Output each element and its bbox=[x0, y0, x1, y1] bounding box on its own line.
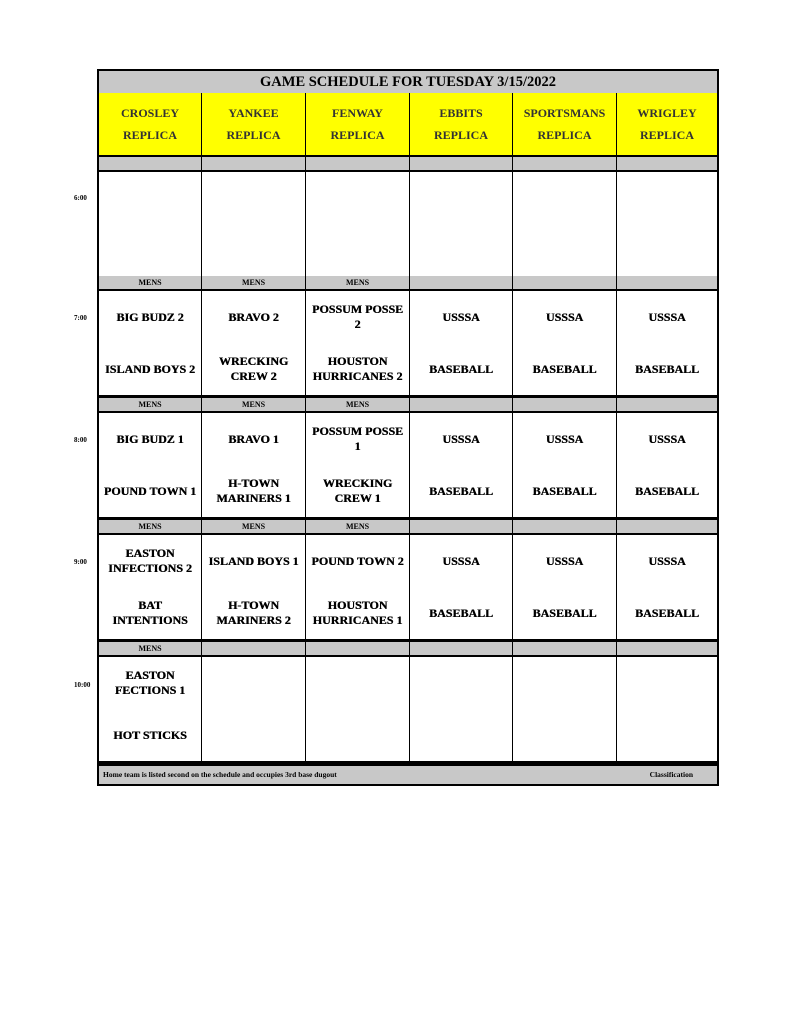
away-team: USSSA bbox=[545, 553, 584, 568]
away-team bbox=[665, 657, 669, 709]
schedule-table bbox=[97, 69, 719, 786]
away-team: USSSA bbox=[442, 553, 480, 568]
home-team bbox=[665, 224, 669, 276]
home-team bbox=[252, 224, 256, 276]
away-team: ISLAND BOYS 1 bbox=[208, 553, 299, 568]
away-team: USSSA bbox=[545, 309, 584, 324]
division-label: MENS bbox=[202, 520, 305, 533]
division-label-row bbox=[99, 642, 717, 655]
game-cell[interactable] bbox=[410, 413, 512, 517]
division-label bbox=[306, 157, 409, 170]
field-type: REPLICA bbox=[122, 128, 177, 142]
game-cell[interactable] bbox=[410, 535, 512, 639]
time-label: 10:00 bbox=[74, 681, 91, 689]
home-team: BASEBALL bbox=[634, 361, 700, 376]
division-label-row bbox=[99, 157, 717, 170]
away-team: USSSA bbox=[442, 431, 480, 446]
away-team bbox=[459, 172, 463, 224]
division-label bbox=[202, 157, 305, 170]
field-type: REPLICA bbox=[433, 128, 488, 142]
home-team: H-TOWN MARINERS 1 bbox=[216, 476, 291, 505]
away-team: POUND TOWN 2 bbox=[311, 553, 404, 568]
division-label bbox=[513, 157, 616, 170]
home-team: H-TOWN MARINERS 2 bbox=[216, 598, 291, 627]
home-team: BASEBALL bbox=[532, 483, 597, 498]
game-cell[interactable] bbox=[202, 535, 305, 639]
time-slot-row bbox=[99, 413, 717, 517]
game-cell[interactable] bbox=[617, 291, 717, 395]
division-label bbox=[410, 398, 512, 411]
field-name: WRIGLEY bbox=[637, 106, 697, 120]
home-team bbox=[459, 709, 463, 761]
away-team: EASTON INFECTIONS 2 bbox=[108, 546, 192, 575]
field-header bbox=[99, 93, 201, 155]
home-team: ISLAND BOYS 2 bbox=[104, 361, 196, 376]
title-row bbox=[99, 71, 717, 93]
division-label: MENS bbox=[202, 398, 305, 411]
division-label: MENS bbox=[99, 398, 201, 411]
home-team: BASEBALL bbox=[634, 605, 700, 620]
footer-row bbox=[99, 766, 717, 784]
away-team: USSSA bbox=[545, 431, 584, 446]
field-header bbox=[202, 93, 305, 155]
away-team bbox=[459, 657, 463, 709]
game-cell[interactable] bbox=[99, 657, 201, 761]
home-team: BASEBALL bbox=[634, 483, 700, 498]
away-team: USSSA bbox=[648, 553, 686, 568]
field-name: YANKEE bbox=[228, 106, 279, 120]
home-team: WRECKING CREW 2 bbox=[218, 354, 289, 383]
home-team bbox=[459, 224, 463, 276]
division-label bbox=[513, 520, 616, 533]
field-header bbox=[306, 93, 409, 155]
game-cell[interactable] bbox=[513, 413, 616, 517]
time-label: 9:00 bbox=[74, 558, 87, 566]
time-slot-row bbox=[99, 657, 717, 761]
game-cell[interactable] bbox=[410, 291, 512, 395]
away-team: USSSA bbox=[648, 309, 686, 324]
home-team: BASEBALL bbox=[532, 605, 597, 620]
time-slot-row bbox=[99, 291, 717, 395]
field-name: SPORTSMANS bbox=[523, 106, 606, 120]
game-cell[interactable] bbox=[513, 172, 616, 276]
division-label bbox=[617, 157, 717, 170]
home-team bbox=[563, 709, 567, 761]
home-team bbox=[148, 224, 152, 276]
game-cell[interactable] bbox=[202, 413, 305, 517]
field-header bbox=[617, 93, 717, 155]
field-header-row bbox=[99, 93, 717, 155]
home-team: HOUSTON HURRICANES 2 bbox=[312, 354, 403, 383]
division-label-row bbox=[99, 276, 717, 289]
game-cell[interactable] bbox=[513, 535, 616, 639]
home-team: HOT STICKS bbox=[113, 727, 187, 742]
division-label: MENS bbox=[99, 642, 201, 655]
division-label bbox=[617, 642, 717, 655]
home-team bbox=[252, 709, 256, 761]
division-label bbox=[617, 276, 717, 289]
time-label: 6:00 bbox=[74, 194, 87, 202]
game-cell[interactable] bbox=[306, 172, 409, 276]
away-team bbox=[563, 172, 567, 224]
away-team bbox=[356, 657, 360, 709]
division-label-row bbox=[99, 520, 717, 533]
home-team: BASEBALL bbox=[428, 605, 494, 620]
game-cell[interactable] bbox=[99, 535, 201, 639]
game-cell[interactable] bbox=[306, 413, 409, 517]
game-cell[interactable] bbox=[617, 172, 717, 276]
game-cell[interactable] bbox=[617, 413, 717, 517]
home-team: BASEBALL bbox=[532, 361, 597, 376]
away-team bbox=[252, 172, 256, 224]
division-label bbox=[513, 276, 616, 289]
division-label bbox=[617, 520, 717, 533]
division-label bbox=[617, 398, 717, 411]
division-label bbox=[513, 398, 616, 411]
game-cell[interactable] bbox=[617, 657, 717, 761]
game-cell[interactable] bbox=[513, 657, 616, 761]
division-label: MENS bbox=[99, 276, 201, 289]
field-name: FENWAY bbox=[332, 106, 383, 120]
away-team: POSSUM POSSE 1 bbox=[311, 424, 404, 453]
game-cell[interactable] bbox=[410, 172, 512, 276]
game-cell[interactable] bbox=[617, 535, 717, 639]
division-label bbox=[410, 642, 512, 655]
time-slot-row bbox=[99, 535, 717, 639]
game-cell[interactable] bbox=[513, 291, 616, 395]
away-team: BIG BUDZ 2 bbox=[116, 309, 184, 324]
home-team: BASEBALL bbox=[428, 361, 494, 376]
division-label-row bbox=[99, 398, 717, 411]
division-label bbox=[410, 520, 512, 533]
away-team bbox=[356, 172, 360, 224]
home-team: WRECKING CREW 1 bbox=[322, 476, 393, 505]
field-type: REPLICA bbox=[226, 128, 281, 142]
home-team: HOUSTON HURRICANES 1 bbox=[312, 598, 403, 627]
game-cell[interactable] bbox=[306, 535, 409, 639]
division-label bbox=[410, 157, 512, 170]
home-team: BAT INTENTIONS bbox=[112, 598, 188, 627]
division-label: MENS bbox=[99, 520, 201, 533]
home-team bbox=[563, 224, 567, 276]
home-team bbox=[356, 709, 360, 761]
home-team: POUND TOWN 1 bbox=[103, 483, 197, 498]
field-name: CROSLEY bbox=[120, 106, 179, 120]
field-type: REPLICA bbox=[639, 128, 694, 142]
field-type: REPLICA bbox=[537, 128, 592, 142]
away-team bbox=[665, 172, 669, 224]
away-team: BIG BUDZ 1 bbox=[116, 431, 184, 446]
away-team: BRAVO 2 bbox=[228, 309, 279, 324]
home-team bbox=[665, 709, 669, 761]
page-title: GAME SCHEDULE FOR TUESDAY 3/15/2022 bbox=[260, 73, 556, 90]
field-name: EBBITS bbox=[439, 106, 483, 120]
division-label: MENS bbox=[306, 520, 409, 533]
division-label bbox=[513, 642, 616, 655]
footer-note: Home team is listed second on the schedule and occupies 3rd base dugout bbox=[103, 770, 337, 779]
home-team: BASEBALL bbox=[428, 483, 494, 498]
division-label: MENS bbox=[306, 398, 409, 411]
division-label bbox=[202, 642, 305, 655]
game-cell[interactable] bbox=[202, 291, 305, 395]
game-cell[interactable] bbox=[202, 657, 305, 761]
away-team bbox=[563, 657, 567, 709]
away-team bbox=[252, 657, 256, 709]
field-header bbox=[513, 93, 616, 155]
field-header bbox=[410, 93, 512, 155]
away-team: BRAVO 1 bbox=[228, 431, 279, 446]
away-team: USSSA bbox=[648, 431, 686, 446]
game-cell[interactable] bbox=[99, 413, 201, 517]
game-cell[interactable] bbox=[306, 657, 409, 761]
time-slot-row bbox=[99, 172, 717, 276]
away-team bbox=[148, 172, 152, 224]
game-cell[interactable] bbox=[99, 291, 201, 395]
field-type: REPLICA bbox=[330, 128, 385, 142]
division-label bbox=[410, 276, 512, 289]
away-team: USSSA bbox=[442, 309, 480, 324]
division-label: MENS bbox=[202, 276, 305, 289]
classification-label: Classification bbox=[649, 770, 693, 779]
game-cell[interactable] bbox=[410, 657, 512, 761]
home-team bbox=[356, 224, 360, 276]
game-cell[interactable] bbox=[202, 172, 305, 276]
division-label: MENS bbox=[306, 276, 409, 289]
division-label bbox=[306, 642, 409, 655]
division-label bbox=[99, 157, 201, 170]
time-label: 7:00 bbox=[74, 314, 87, 322]
game-cell[interactable] bbox=[99, 172, 201, 276]
time-label: 8:00 bbox=[74, 436, 87, 444]
away-team: POSSUM POSSE 2 bbox=[311, 302, 404, 331]
away-team: EASTON FECTIONS 1 bbox=[114, 668, 186, 697]
game-cell[interactable] bbox=[306, 291, 409, 395]
